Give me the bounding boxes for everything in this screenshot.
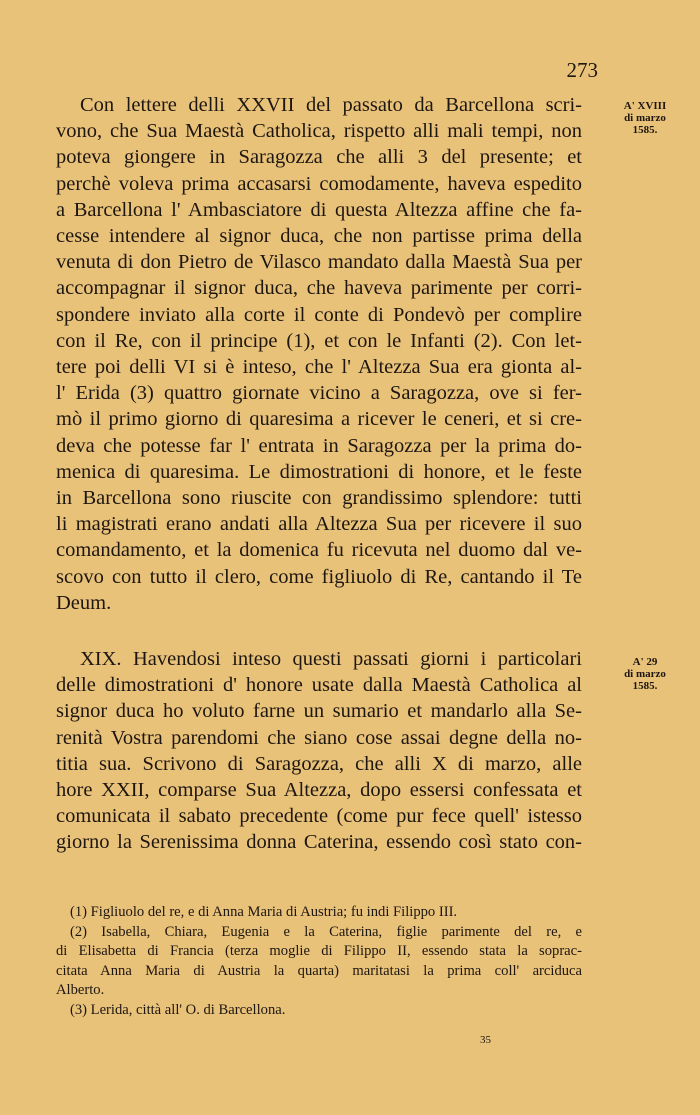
text-line: cesse intendere al signor duca, che non partisse prima della — [56, 225, 582, 248]
text-line: vono, che Sua Maestà Catholica, rispetto alli mali tempi, non — [56, 120, 582, 143]
text-line: scovo con tutto il clero, come figliuolo di Re, cantando il Te — [56, 565, 582, 588]
text-line: Deum. — [56, 591, 112, 614]
text-line: XIX. Havendosi inteso questi passati giorni i particolari — [80, 648, 582, 670]
text-line: renità Vostra parendomi che siano cose assai degne della no- — [56, 726, 582, 749]
text-line: a Barcellona l' Ambasciatore di questa Altezza affine che fa- — [56, 198, 582, 221]
text-line: accompagnar il signor duca, che haveva parimente per corri- — [56, 277, 582, 300]
text-line: mò il primo giorno di quaresima a ricever le ceneri, et si cre- — [56, 408, 582, 431]
text-line: spondere inviato alla corte il conte di Pondevò per complire — [56, 303, 582, 326]
footnote-line: citata Anna Maria di Austria la quarta) maritatasi la prima coll' arciduca — [56, 962, 582, 979]
text-line: signor duca ho voluto farne un sumario et mandarlo alla Se- — [56, 700, 582, 723]
signature-mark: 35 — [480, 1034, 491, 1046]
footnote-line: di Elisabetta di Francia (terza moglie di Filippo II, essendo stata la soprac- — [56, 943, 582, 959]
margin-note-line: di marzo — [624, 112, 666, 124]
text-line: tere poi delli VI si è inteso, che l' Altezza Sua era gionta al- — [56, 356, 582, 379]
margin-note-line: 1585. — [632, 124, 658, 136]
margin-note-line: A' XVIII — [623, 100, 667, 112]
margin-note-date-1 — [600, 100, 690, 136]
text-line: li magistrati erano andati alla Altezza Sua per ricevere il suo — [56, 513, 582, 536]
text-line: Con lettere delli XXVII del passato da Barcellona scri- — [80, 94, 582, 116]
text-line: l' Erida (3) quattro giornate vicino a Saragozza, ove si fer- — [56, 382, 582, 405]
paragraph-letter-xix — [56, 646, 582, 856]
text-line: venuta di don Pietro de Vilasco mandato dalla Maestà Sua per — [56, 251, 582, 274]
text-line: giorno la Serenissima donna Caterina, essendo così stato con- — [56, 831, 582, 854]
text-line: delle dimostrationi d' honore usate dalla Maestà Catholica al — [56, 674, 582, 697]
footnote-line: (1) Figliuolo del re, e di Anna Maria di Austria; fu indi Filippo III. — [70, 904, 458, 920]
text-line: titia sua. Scrivono di Saragozza, che alli X di marzo, alle — [56, 752, 582, 775]
footnote-line: (3) Lerida, città all' O. di Barcellona. — [70, 1001, 286, 1018]
text-line: comunicata il sabato precedente (come pur fece quell' istesso — [56, 805, 582, 828]
text-line: hore XXII, comparse Sua Altezza, dopo essersi confessata et — [56, 779, 582, 802]
margin-note-line: A' 29 — [632, 656, 658, 668]
footnotes — [56, 903, 582, 1020]
text-line: comandamento, et la domenica fu ricevuta nel duomo dal ve- — [56, 539, 582, 562]
text-line: perchè voleva prima accasarsi comodamente, haveva espedito — [56, 172, 582, 195]
paragraph-letter-xviii — [56, 92, 582, 616]
footnote-line: Alberto. — [56, 982, 105, 998]
text-line: poteva giongere in Saragozza che alli 3 del presente; et — [56, 146, 582, 169]
margin-note-line: 1585. — [632, 680, 658, 692]
footnote-line: (2) Isabella, Chiara, Eugenia e la Caterina, figlie parimente del re, e — [70, 923, 582, 940]
text-line: deva che potesse far l' entrata in Saragozza per la prima do- — [56, 434, 582, 457]
text-line: con il Re, con il principe (1), et con le Infanti (2). Con let- — [56, 329, 582, 352]
text-line: in Barcellona sono riuscite con grandissimo splendore: tutti — [56, 487, 582, 510]
page-number: 273 — [566, 58, 598, 82]
margin-note-line: di marzo — [624, 668, 666, 680]
margin-note-date-2 — [600, 656, 690, 692]
text-line: menica di quaresima. Le dimostrationi di honore, et le feste — [56, 460, 582, 483]
